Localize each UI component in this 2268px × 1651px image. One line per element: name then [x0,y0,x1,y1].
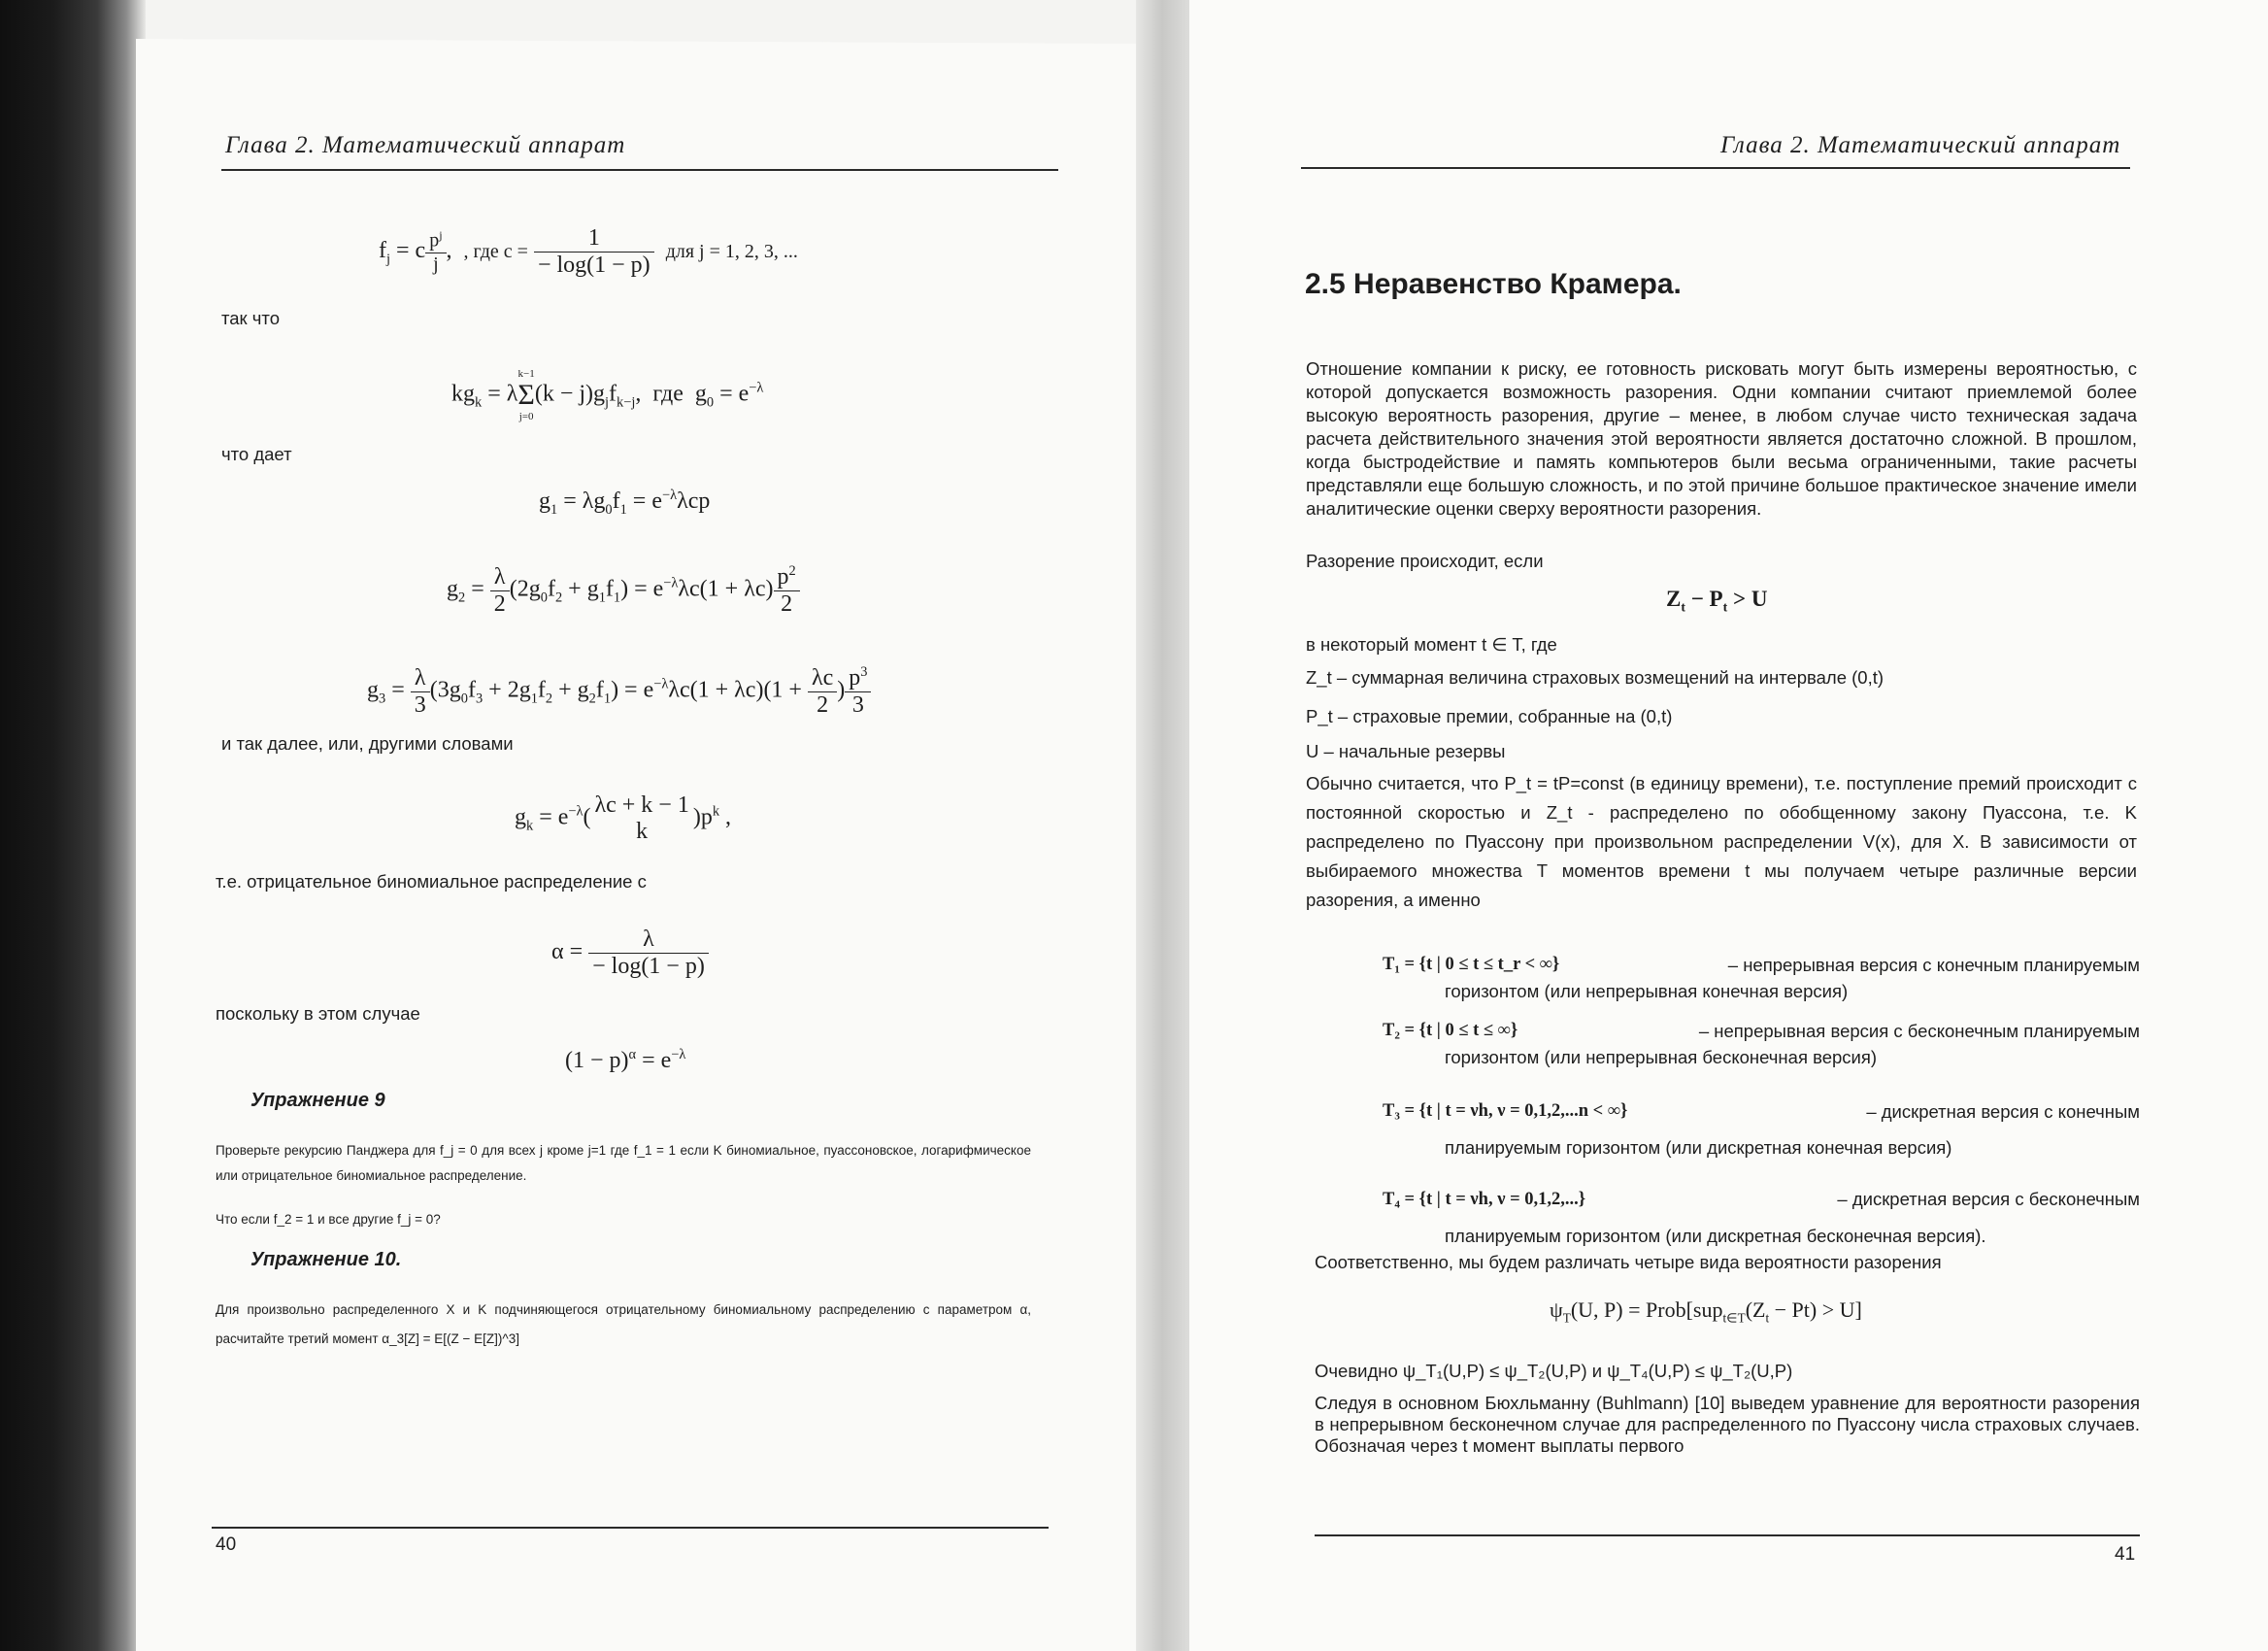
right-header-rule [1301,167,2130,169]
intro-paragraph: Отношение компании к риску, ее готовность рисковать могут быть измерены вероятностью, с которой допускается возможность разорения. Одни компании считают приемлемой более высокую вероятность разорения, другие – менее, в любом случае чисто техническая задача расчета действительного значения этой вероятности является достаточно сложной. В прошлом, когда быстродействие и память компьютеров были весьма ограниченными, такие расчеты представляли еще большую сложность, и по этой причине большое практическое значение имели аналитические оценки сверху вероятности разорения. [1306,358,2137,519]
text-accordingly: Соответственно, мы будем различать четыре вида вероятности разорения [1315,1252,1942,1272]
exercise-9-text: Проверьте рекурсию Панджера для f_j = 0 для всех j кроме j=1 где f_1 = 1 если K биномиальное, пуассоновское, логарифмическое или отрицательное биномиальное распределение. [216,1143,1031,1183]
exercise-9-title: Упражнение 9 [250,1090,385,1111]
text-because: поскольку в этом случае [216,1003,420,1024]
book-gutter [1136,0,1194,1651]
following-paragraph: Следуя в основном Бюхльманну (Buhlmann) [10] выведем уравнение для вероятности разорения в непрерывном бесконечном случае для распределенного по Пуассону числа страховых случаев. Обозначая через t момент выплаты первого [1315,1393,2140,1456]
ruin-version-4: T₄ = {t | t = νh, ν = 0,1,2,...} – дискретная версия с бесконечным планируемым горизонтом (или дискретная бесконечная версия). [1383,1189,2140,1246]
equation-gk: $g_k = e^{-\lambda}$( λc + k − 1 k )$p^k$ , [515,792,732,844]
definition-u: U – начальные резервы [1306,741,1506,761]
equation-g3: $g_3$ = $\frac{\lambda}{3}$ $(3g_0f_3 + 2g_1f_2 + g_2f_1) = e^{-\lambda}\lambda c(1 + \lambda c)(1$ + $\frac{\lambda c}{2}$ ) $\frac{p^3}{3}$ [367,664,871,719]
equation-ruin: $Z_t - P_t > U$ [1666,587,1768,615]
right-page-number: 41 [2115,1544,2136,1565]
definition-z: Z_t – суммарная величина страховых возмещений на интервале (0,t) [1306,667,1884,688]
book-binding-shadow [0,0,146,1651]
left-page-header: Глава 2. Математический аппарат [225,132,626,158]
text-and-so-on: и так далее, или, другими словами [221,733,514,754]
equation-alpha: α = $\frac{\lambda}{- \log(1 - p)}$ [551,927,709,980]
left-footer-rule [212,1527,1049,1529]
text-ruin-occurs: Разорение происходит, если [1306,551,1544,571]
equation-g2: $g_2$ = $\frac{\lambda}{2}$ $(2g_0f_2 + g_1f_1) = e^{-\lambda}\lambda c(1 + \lambda c)$ $\frac{p^2}{2}$ [447,563,800,618]
equation-relation: $(1 - p)^\alpha = e^{-\lambda}$ [565,1047,686,1073]
exercise-9-question: Что если f_2 = 1 и все другие f_j = 0? [216,1212,441,1227]
ruin-version-2: T₂ = {t | 0 ≤ t ≤ ∞} – непрерывная версия с бесконечным планируемым горизонтом (или непрерывная бесконечная версия) [1383,1021,2140,1067]
right-page-header: Глава 2. Математический аппарат [1720,132,2121,158]
equation-psi: $\psi_T(U$, $P) = Prob[sup_{t\in T}(Z_t - Pt) > U]$ [1550,1297,1862,1326]
text-at-moment: в некоторый момент t ∈ T, где [1306,634,1557,655]
equation-kgk: $kg_k = \lambda$ k−1 Σ j=0 $(k - j)g_jf_{k-j}$, где $g_0 = e^{-\lambda}$ [451,368,764,422]
text-negbin: т.е. отрицательное биномиальное распределение с [216,871,647,892]
text-gives: что дает [221,444,292,464]
left-header-rule [221,169,1058,171]
equation-g1: $g_1 = \lambda g_0f_1 = e^{-\lambda}\lambda cp$ [539,488,711,518]
left-page-number: 40 [216,1534,237,1555]
usual-paragraph: Обычно считается, что P_t = tP=const (в единицу времени), т.е. поступление премий происходит с постоянной скоростью и Z_t - распределено по обобщенному закону Пуассона, т.е. K распределено по Пуассону при произвольном распределении V(x), для X. В зависимости от выбираемого множества T моментов времени t мы получаем четыре различные версии разорения, а именно [1306,773,2137,910]
text-so: так что [221,308,280,328]
definition-p: P_t – страховые премии, собранные на (0,t) [1306,706,1673,726]
exercise-10-title: Упражнение 10. [250,1249,402,1270]
text-obviously: Очевидно ψ_T₁(U,P) ≤ ψ_T₂(U,P) и ψ_T₄(U,P) ≤ ψ_T₂(U,P) [1315,1361,1793,1381]
ruin-version-3: T₃ = {t | t = νh, ν = 0,1,2,...n < ∞} – дискретная версия с конечным планируемым горизонтом (или дискретная конечная версия) [1383,1101,2140,1158]
ruin-version-1: T₁ = {t | 0 ≤ t ≤ t_r < ∞} – непрерывная версия с конечным планируемым горизонтом (или непрерывная конечная версия) [1383,955,2140,1001]
exercise-10-text: Для произвольно распределенного X и K подчиняющегося отрицательному биномиальному распределению с параметром α, расчитайте третий момент α_3[Z] = E[(Z − E[Z])^3] [216,1302,1031,1346]
section-title: 2.5 Неравенство Крамера. [1305,268,1682,300]
equation-fj: $f_j = c$ $\frac{p^j}{j}$ , , где c = $\frac{1}{- \log(1 - p)}$ для j = 1, 2, 3, ... [379,225,798,278]
right-footer-rule [1315,1534,2140,1536]
